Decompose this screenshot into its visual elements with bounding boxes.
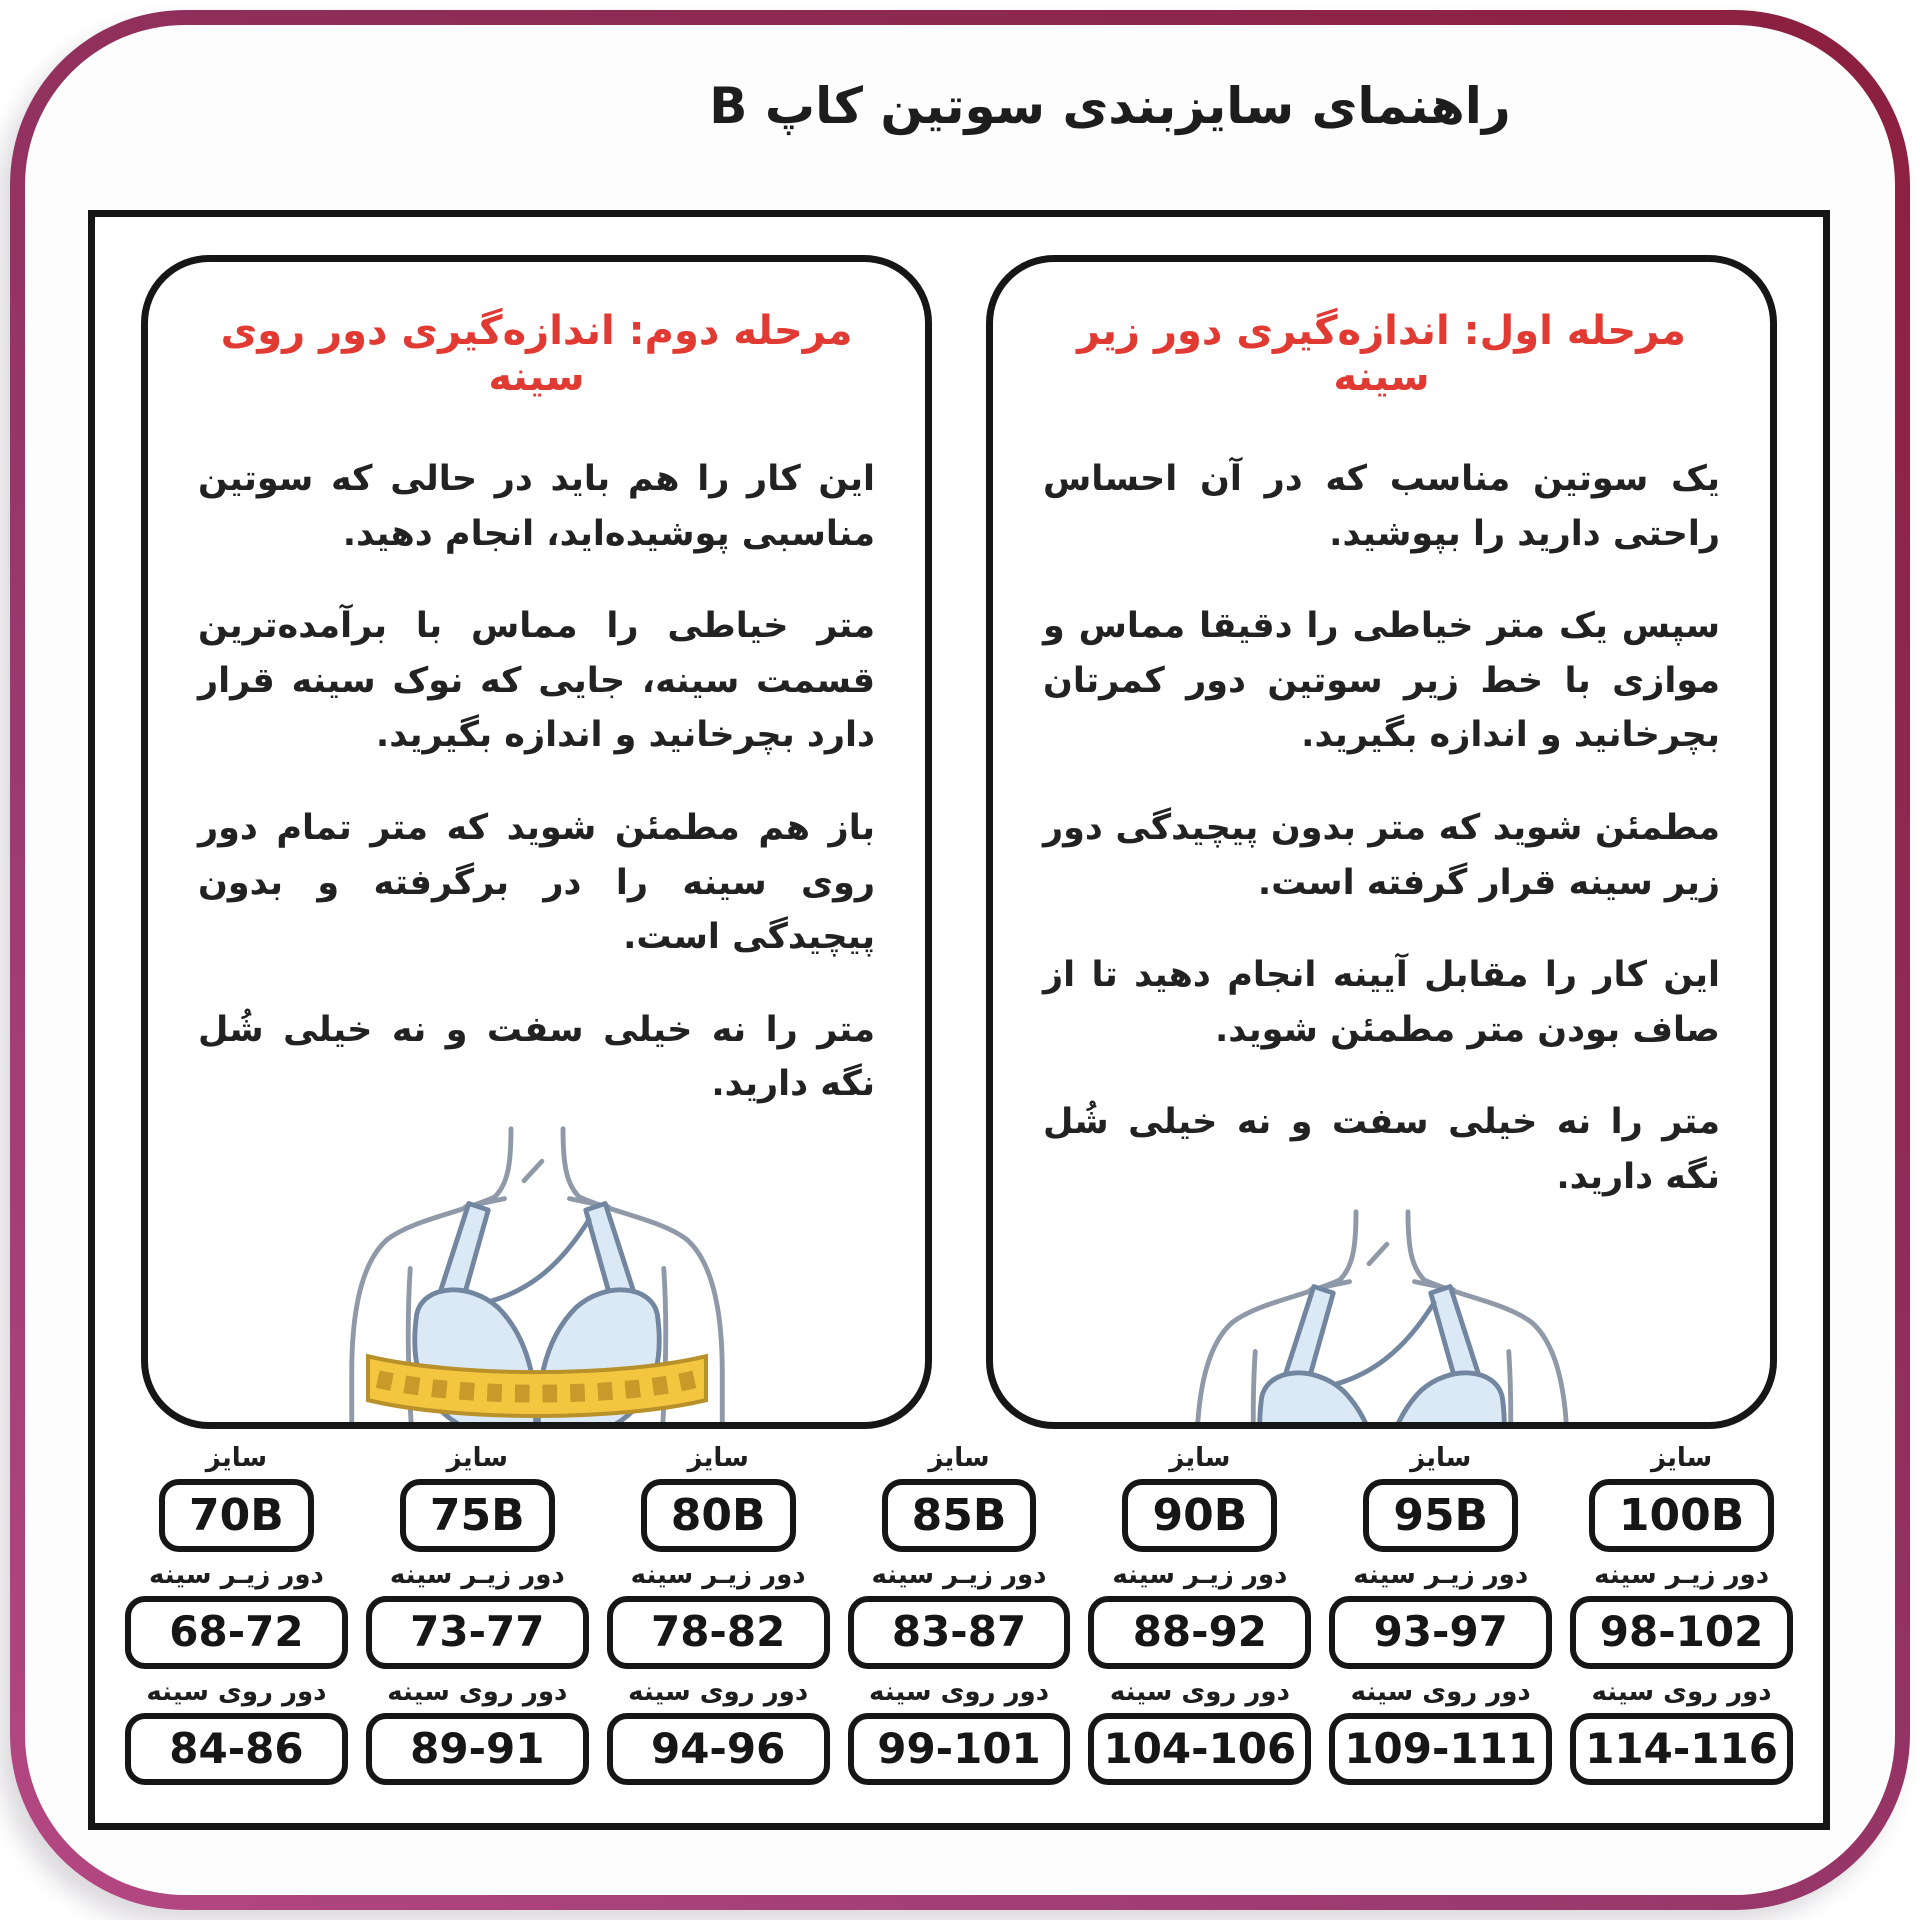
- size-label: سایز: [1169, 1443, 1231, 1473]
- size-label: سایز: [446, 1443, 508, 1473]
- overbust-range-box: 84-86: [125, 1713, 348, 1786]
- overbust-label: دور روی سینه: [387, 1676, 568, 1707]
- size-label: سایز: [687, 1443, 749, 1473]
- size-table-column: [848, 1435, 1071, 1785]
- overbust-label: دور روی سینه: [868, 1676, 1050, 1707]
- size-table-column: [607, 1435, 830, 1785]
- overbust-range-box: 114-116: [1570, 1713, 1793, 1786]
- step2-paragraph: متر خیاطی را مماس با برآمده‌ترین قسمت سینه، جایی که نوک سینه قرار دارد بچرخانید و اندازه بگیرید.: [198, 606, 875, 756]
- step2-paragraph: باز هم مطمئن شوید که متر تمام دور روی سینه را در برگرفته و بدون پیچیدگی است.: [198, 807, 875, 958]
- page-content: [25, 25, 1895, 1895]
- overbust-label: دور روی سینه: [146, 1676, 327, 1707]
- size-table-column: [366, 1435, 589, 1785]
- size-value-box: 80B: [641, 1479, 796, 1552]
- size-table-column: [1088, 1435, 1311, 1785]
- step1-heading: مرحله اول: اندازه‌گیری دور زیر سینه: [1077, 308, 1686, 400]
- underbust-label: دور زیـر سینه: [1594, 1560, 1770, 1590]
- size-label: سایز: [928, 1443, 990, 1473]
- underbust-range-box: 83-87: [848, 1596, 1071, 1669]
- step1-paragraph: یک سوتین مناسب که در آن احساس راحتی دارید را بپوشید.: [1043, 459, 1720, 554]
- overbust-label: دور روی سینه: [1109, 1676, 1290, 1707]
- bra-underbust-measure-illustration: [1122, 1205, 1642, 1429]
- overbust-label: دور روی سینه: [628, 1676, 809, 1707]
- overbust-range-box: 89-91: [366, 1713, 589, 1786]
- size-table-column: [1570, 1435, 1793, 1785]
- underbust-range-box: 98-102: [1570, 1596, 1793, 1669]
- step1-paragraph: متر را نه خیلی سفت و نه خیلی شُل نگه دارید.: [1043, 1102, 1720, 1197]
- underbust-label: دور زیـر سینه: [148, 1560, 324, 1590]
- size-label: سایز: [1410, 1443, 1472, 1473]
- page-title: راهنمای سایزبندی سوتین کاپ B: [709, 77, 1511, 135]
- step2-heading: مرحله دوم: اندازه‌گیری دور روی سینه: [220, 308, 853, 400]
- step2-paragraph: این کار را هم باید در حالی که سوتین مناسبی پوشیده‌اید، انجام دهید.: [198, 459, 875, 554]
- step2-paragraph: متر را نه خیلی سفت و نه خیلی شُل نگه دارید.: [198, 1009, 875, 1105]
- overbust-label: دور روی سینه: [1591, 1676, 1772, 1707]
- size-table-column: [125, 1435, 348, 1785]
- step2-panel: [141, 255, 932, 1429]
- underbust-label: دور زیـر سینه: [389, 1560, 565, 1590]
- size-value-box: 75B: [400, 1479, 555, 1552]
- step1-panel: [986, 255, 1777, 1429]
- step1-paragraph: سپس یک متر خیاطی را دقیقا مماس و موازی با خط زیر سوتین دور کمرتان بچرخانید و اندازه بگیرید.: [1043, 606, 1720, 756]
- overbust-range-box: 99-101: [848, 1713, 1071, 1786]
- size-value-box: 70B: [159, 1479, 314, 1552]
- step-panels-row: [95, 217, 1823, 1429]
- underbust-range-box: 78-82: [607, 1596, 830, 1669]
- underbust-range-box: 88-92: [1088, 1596, 1311, 1669]
- underbust-range-box: 68-72: [125, 1596, 348, 1669]
- step2-figure: [277, 1122, 797, 1422]
- underbust-label: دور زیـر سینه: [630, 1560, 806, 1590]
- size-value-box: 95B: [1363, 1479, 1518, 1552]
- step1-paragraph: این کار را مقابل آیینه انجام دهید تا از صاف بودن متر مطمئن شوید.: [1043, 955, 1720, 1050]
- guide-outer-box: [88, 210, 1830, 1830]
- step1-figure: [1122, 1205, 1642, 1429]
- underbust-label: دور زیـر سینه: [871, 1560, 1047, 1590]
- size-value-box: 90B: [1122, 1479, 1277, 1552]
- size-table-column: [1329, 1435, 1552, 1785]
- underbust-label: دور زیـر سینه: [1353, 1560, 1529, 1590]
- step1-paragraph: مطمئن شوید که متر بدون پیچیدگی دور زیر سینه قرار گرفته است.: [1043, 807, 1720, 903]
- size-table: [95, 1429, 1823, 1823]
- step1-body: [1043, 452, 1720, 1205]
- size-value-box: 85B: [882, 1479, 1037, 1552]
- overbust-label: دور روی سینه: [1350, 1676, 1531, 1707]
- step2-body: [198, 452, 875, 1112]
- overbust-range-box: 94-96: [607, 1713, 830, 1786]
- underbust-range-box: 93-97: [1329, 1596, 1552, 1669]
- overbust-range-box: 104-106: [1088, 1713, 1311, 1786]
- bra-overbust-measure-illustration: [277, 1122, 797, 1429]
- size-value-box: 100B: [1589, 1479, 1774, 1552]
- underbust-label: دور زیـر سینه: [1112, 1560, 1288, 1590]
- underbust-range-box: 73-77: [366, 1596, 589, 1669]
- size-label: سایز: [205, 1443, 268, 1473]
- size-label: سایز: [1650, 1443, 1713, 1473]
- overbust-range-box: 109-111: [1329, 1713, 1552, 1786]
